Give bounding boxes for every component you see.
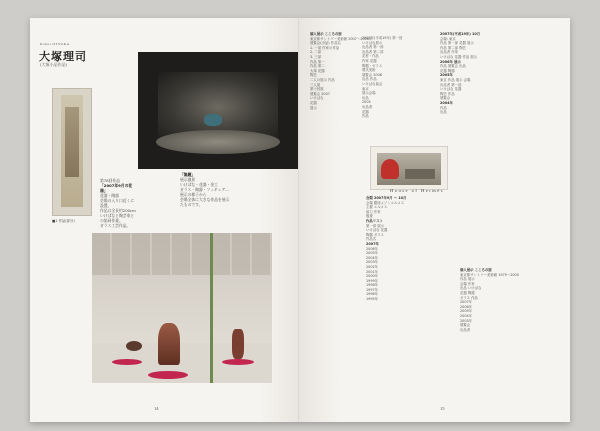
text-line: 2000年 xyxy=(366,274,379,279)
text-line: 1995年 xyxy=(366,297,379,302)
text-line: 2006年 xyxy=(460,304,473,309)
text-line: 出品者 作家 xyxy=(440,50,459,55)
text-line: 花器 xyxy=(362,109,369,114)
text-line: 作品 第二 xyxy=(310,64,325,69)
text-line: 2005年 xyxy=(366,251,379,256)
text-line: いけばな展示 xyxy=(362,40,383,45)
text-line: 作品 展覧会 出品 xyxy=(440,64,466,69)
caption-photo-2-line: ガラス・陶器・フィギュア… xyxy=(180,187,229,192)
caption-left-line: ガラス工芸作品。 xyxy=(100,223,131,228)
text-line: 2007年 xyxy=(366,241,379,246)
text-line: 出品 xyxy=(362,95,369,100)
text-line: 2006年 展示 xyxy=(440,59,461,64)
text-line: 二人の展示 作品 xyxy=(310,77,335,82)
text-line: 会場 作家 xyxy=(460,281,475,286)
caption-photo-2 xyxy=(180,172,250,207)
text-line: 作品リスト xyxy=(366,218,383,223)
hermes-logo: House of Hermès xyxy=(390,188,444,193)
text-line: 展覧会 xyxy=(440,96,451,101)
text-line: 1998年 xyxy=(366,283,379,288)
text-line: 作品 第二部 陶芸 xyxy=(440,45,466,50)
display-plate xyxy=(156,130,280,154)
red-sculpture xyxy=(381,159,399,179)
text-line: 会場 銀座メゾンエルメス xyxy=(366,200,405,205)
text-line: 作品 展示 xyxy=(460,277,475,282)
text-column-3 xyxy=(440,32,480,115)
caption-photo-2-line: たものです。 xyxy=(180,202,203,207)
text-line: 作品 第一 xyxy=(310,59,325,64)
text-line: 作家 花器 xyxy=(362,58,377,63)
text-line: いけばな xyxy=(310,96,324,101)
text-line: 展覧会(出品) 作品名 xyxy=(310,41,341,46)
text-line: 三人展 xyxy=(310,82,321,87)
text-line: 作品 第一部 花器 展示 xyxy=(440,41,474,46)
text-line: 第十回展 xyxy=(310,87,324,92)
caption-photo-2-line: 会場全体に大きな作品を展示 xyxy=(180,197,230,202)
text-line: 出品者 xyxy=(460,327,471,332)
caption-left-title: 「2007年9月の花器」 xyxy=(100,183,133,193)
text-line: 会場: 東京 xyxy=(440,36,456,41)
red-mat xyxy=(222,359,254,365)
text-line: 出品 xyxy=(440,110,447,115)
text-line: 2004年 xyxy=(460,313,473,318)
artwork-strip xyxy=(65,107,79,177)
caption-photo-2-line: 展示風景 xyxy=(180,177,196,182)
vase xyxy=(204,114,222,126)
text-line: いけばな 花器 xyxy=(366,228,388,233)
red-mat xyxy=(112,359,142,365)
text-line: 花器 陶器 xyxy=(440,68,455,73)
text-line: 大塚 花器 xyxy=(310,68,325,73)
right-page xyxy=(300,18,570,422)
text-column-5 xyxy=(460,268,519,332)
text-line: 2003年 xyxy=(460,318,473,323)
text-line: 1. 一部 作家の作品 xyxy=(310,45,340,50)
vessel xyxy=(232,329,244,359)
text-line: 2004年 xyxy=(440,100,453,105)
text-line: 個人展示 こころの旅 xyxy=(310,32,342,36)
text-line: 1997年 xyxy=(366,287,379,292)
text-line: 展示会場 xyxy=(362,91,376,96)
text-line: 2003年 xyxy=(366,260,379,265)
text-line: 陶芸 作品 xyxy=(440,91,455,96)
text-line: 展覧会 xyxy=(460,323,471,328)
text-line: 第一部 展示 xyxy=(366,223,385,228)
text-line: 陶芸 xyxy=(310,73,317,78)
text-line: 後援 xyxy=(366,214,373,219)
exhibition-photo xyxy=(370,146,448,190)
artwork-photo-3 xyxy=(92,233,272,383)
text-line: 展覧会 2006 xyxy=(362,72,382,77)
text-line: 1996年 xyxy=(366,292,379,297)
text-line: いけばな 花器 xyxy=(440,87,462,92)
text-line: 作品名 xyxy=(366,237,377,242)
caption-left-block xyxy=(100,178,136,228)
text-line: 出品者 第一部 xyxy=(440,82,462,87)
text-line: 会期 2007年9月 〜 10月 xyxy=(366,196,407,200)
page-number-left: 14 xyxy=(154,406,159,411)
text-line: 東京都サントリー美術館 1979〜2000 xyxy=(460,272,519,277)
text-line: 2006年 xyxy=(366,246,379,251)
text-line: 3. 三部 xyxy=(310,54,322,59)
text-line: 花材・作品 xyxy=(362,54,379,59)
vessel xyxy=(126,341,142,351)
artist-roman-name: Kohei OTSUKA xyxy=(40,42,70,46)
text-line: 協力 作家 xyxy=(366,209,381,214)
text-line: 2007年 xyxy=(460,300,473,305)
text-line: 陶器・ガラス xyxy=(362,63,383,68)
text-line: 2004年 xyxy=(366,255,379,260)
text-line: 作品 xyxy=(362,114,369,119)
text-line: 東京 xyxy=(362,86,369,91)
text-line: 現代美術 xyxy=(362,68,376,73)
caption-left-line: 作品は全長約200cm xyxy=(100,208,136,213)
book-spread xyxy=(30,18,570,422)
text-column-4 xyxy=(366,196,406,302)
text-line: 1999年 xyxy=(366,278,379,283)
text-line: いけばな協会 xyxy=(362,81,383,86)
text-line: 2. 二部 xyxy=(310,50,322,55)
text-line: 出品者 xyxy=(362,104,373,109)
caption-photo-2-title: 「無題」 xyxy=(180,172,196,177)
text-line: 東京都サントリー美術館 2007〜2008年 xyxy=(310,36,373,41)
bamboo-pole xyxy=(210,233,213,383)
text-line: 2005年 xyxy=(440,73,453,78)
vessel xyxy=(158,323,180,365)
text-line: 2007年(平成19年) 第一回 xyxy=(362,36,403,40)
text-line: 個人展示 こころの旅 xyxy=(460,268,492,272)
text-line: 2002年 xyxy=(366,264,379,269)
text-line: 花器 xyxy=(310,100,317,105)
caption-left-line: 第78回作品 xyxy=(100,178,121,183)
text-line: 花器 陶器 xyxy=(460,290,475,295)
page-number-right: 15 xyxy=(440,406,445,411)
text-line: ガラス 作品 xyxy=(460,295,478,300)
text-line: 出品 作品 xyxy=(362,77,377,82)
text-line: いけばな 花器 作品 展示 xyxy=(440,54,478,59)
red-mat xyxy=(148,371,188,379)
artwork-photo-1 xyxy=(52,88,92,216)
left-page xyxy=(30,18,300,422)
text-line: 展示 xyxy=(310,105,317,110)
text-line: 出品者 第一部 xyxy=(362,45,384,50)
text-line: 2005年 xyxy=(460,309,473,314)
text-line: 出品者 第二部 xyxy=(362,49,384,54)
text-line: 東京 作品 展示 会場 xyxy=(440,77,471,82)
caption-left-line: 会場の入り口近くに設置。 xyxy=(100,198,135,208)
caption-left-line: 花器・陶器 xyxy=(100,193,119,198)
artist-subtitle: (大塚小品作品) xyxy=(40,62,68,67)
text-line: 展覧会 2007 xyxy=(310,91,330,96)
text-line: 出品 いけばな xyxy=(460,286,482,291)
text-line: 陶器 ガラス xyxy=(366,232,384,237)
text-line: 2007年(平成19年) 10月 xyxy=(440,32,481,36)
text-line: 主催 エルメス xyxy=(366,205,388,210)
text-line: 2005 xyxy=(362,100,371,105)
text-line: 2001年 xyxy=(366,269,379,274)
caption-photo-1: ■1 作品(部分) xyxy=(52,219,75,223)
artwork-photo-2 xyxy=(138,52,298,169)
caption-photo-2-line: いけばな・花器・金工 xyxy=(180,182,218,187)
caption-left-line: いけばなと陶芸家との協同作業。 xyxy=(100,213,135,223)
text-column-2 xyxy=(362,36,402,119)
text-line: 作品 xyxy=(440,105,447,110)
artist-name: 大塚理司 xyxy=(39,50,87,63)
caption-photo-2-line: 展示の様子から xyxy=(180,192,207,197)
